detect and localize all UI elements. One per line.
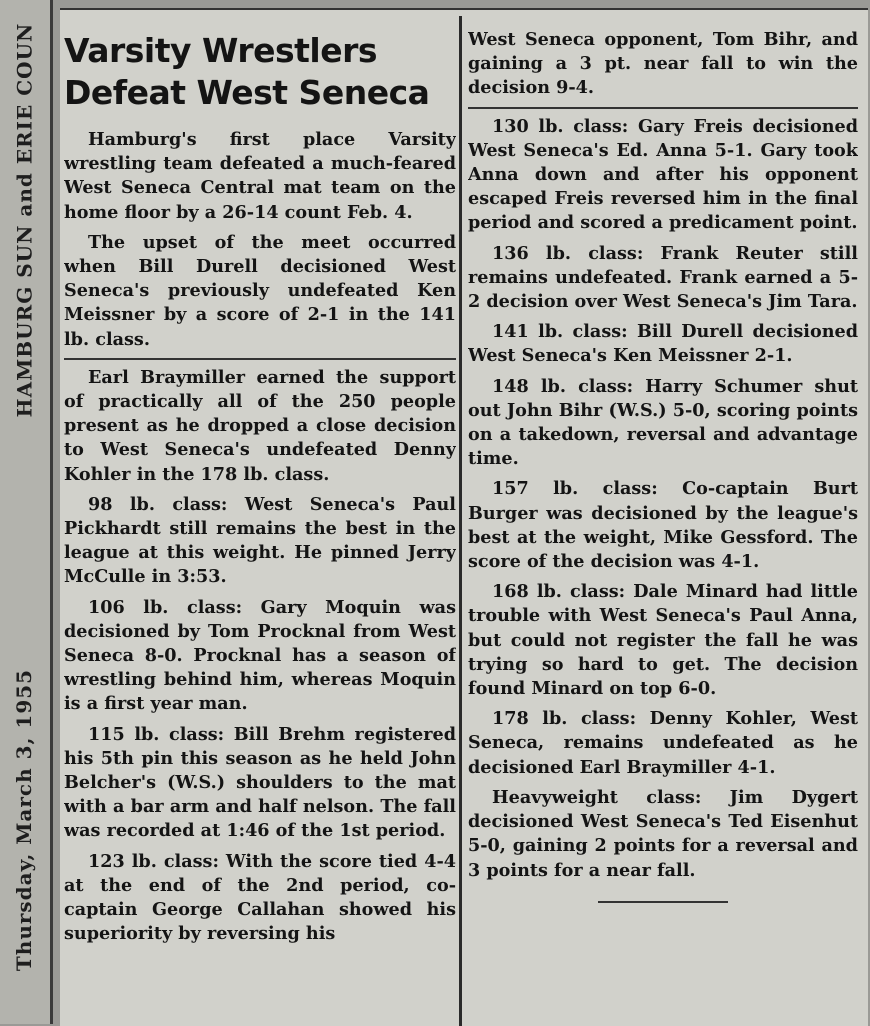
- left-column: [64, 20, 456, 1026]
- paragraph: 157 lb. class: Co-captain Burt Burger was decisioned by the league's best at the weight, Mike Gessford. The score of the decision was 4-1.: [468, 478, 858, 573]
- newspaper-page: [60, 8, 868, 1026]
- article-end-rule: [598, 901, 728, 903]
- continuation-paragraph: West Seneca opponent, Tom Bihr, and gaining a 3 pt. near fall to win the decision 9-4.: [468, 29, 858, 99]
- dateline: [6, 620, 42, 1020]
- section-divider: [468, 107, 858, 109]
- headline-line-2: Defeat West Seneca: [64, 73, 430, 112]
- paragraph: 130 lb. class: Gary Freis decisioned West Seneca's Ed. Anna 5-1. Gary took Anna down and after his opponent escaped Freis reversed him in the final period and scored a predicament point.: [468, 115, 858, 234]
- paragraph: 123 lb. class: With the score tied 4-4 at the end of the 2nd period, co-captain George Callahan showed his superiority by reversing his: [64, 850, 456, 945]
- page-margin: [0, 0, 53, 1024]
- paragraph: 98 lb. class: West Seneca's Paul Pickhardt still remains the best in the league at this weight. He pinned Jerry McCulle in 3:53.: [64, 493, 456, 588]
- dateline-text: Thursday, March 3, 1955: [12, 668, 37, 972]
- paragraph: Earl Braymiller earned the support of practically all of the 250 people present as he dropped a close decision to West Seneca's undefeated Denny Kohler in the 178 lb. class.: [64, 366, 456, 485]
- paragraph: 136 lb. class: Frank Reuter still remains undefeated. Frank earned a 5-2 decision over West Seneca's Jim Tara.: [468, 242, 858, 313]
- headline: [64, 30, 456, 114]
- paragraph: 141 lb. class: Bill Durell decisioned West Seneca's Ken Meissner 2-1.: [468, 321, 858, 367]
- paragraph: 106 lb. class: Gary Moquin was decisioned by Tom Procknal from West Seneca 8-0. Procknal has a season of wrestling behind him, whereas Moquin is a first year man.: [64, 596, 456, 715]
- column-divider: [459, 16, 462, 1026]
- newspaper-name: [6, 20, 42, 420]
- paragraph: 115 lb. class: Bill Brehm registered his 5th pin this season as he held John Belcher's (W.S.) shoulders to the mat with a bar arm and half nelson. The fall was recorded at 1:46 of the 1st period.: [64, 723, 456, 842]
- paragraph: 178 lb. class: Denny Kohler, West Seneca, remains undefeated as he decisioned Earl Braymiller 4-1.: [468, 708, 858, 778]
- paragraph: The upset of the meet occurred when Bill Durell decisioned West Seneca's previously undefeated Ken Meissner by a score of 2-1 in the 141 lb. class.: [64, 231, 456, 350]
- headline-line-1: Varsity Wrestlers: [64, 31, 378, 70]
- section-divider: [64, 358, 456, 360]
- newspaper-name-text: HAMBURG SUN and ERIE COUN: [12, 22, 37, 418]
- paragraph: 168 lb. class: Dale Minard had little trouble with West Seneca's Paul Anna, but could not register the fall he was trying so hard to get. The decision found Minard on top 6-0.: [468, 581, 858, 700]
- paragraph: Hamburg's first place Varsity wrestling team defeated a much-feared West Seneca Central mat team on the home floor by a 26-14 count Feb. 4.: [64, 129, 456, 223]
- right-column: [468, 28, 858, 1026]
- paragraph: Heavyweight class: Jim Dygert decisioned West Seneca's Ted Eisenhut 5-0, gaining 2 points for a reversal and 3 points for a near fall.: [468, 786, 858, 881]
- paragraph: 148 lb. class: Harry Schumer shut out John Bihr (W.S.) 5-0, scoring points on a takedown, reversal and advantage time.: [468, 375, 858, 470]
